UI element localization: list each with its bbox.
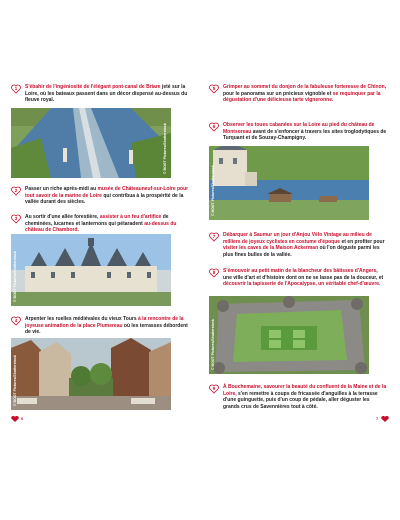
highlight-text: S'ébahir de l'ingéniosité de l'élégant pont-canal de Briare bbox=[25, 84, 161, 90]
guide-spread bbox=[11, 84, 389, 424]
body-text: Passer un riche après-midi au bbox=[25, 186, 98, 192]
highlight-text: S'émouvoir au petit matin de la blancheur des bâtisses d'Angers bbox=[223, 268, 377, 274]
body-text: , pour le panorama sur un précieux vignoble et bbox=[223, 84, 387, 97]
highlight-text: musée de Châteauneuf-sur-Loire pour tout savoir de la marine de Loire bbox=[25, 186, 189, 199]
item-text bbox=[25, 84, 189, 104]
body-text: , une ville d'art et d'histoire dont on ne se lasse pas de la douceur, et bbox=[223, 268, 384, 281]
item-text bbox=[223, 84, 387, 104]
item-number: 9 bbox=[212, 386, 216, 391]
body-text: et en profiter pour bbox=[340, 238, 385, 245]
item-number: 8 bbox=[212, 270, 216, 275]
right-page bbox=[209, 84, 389, 424]
left-page bbox=[11, 84, 191, 424]
item-number: 5 bbox=[212, 86, 216, 91]
body-text: qui contribua à la prospérité de la vallée durant des siècles. bbox=[25, 192, 184, 206]
page-footer-heart-icon-right bbox=[381, 416, 393, 422]
highlight-text: Observer les toues cabanées sur la Loire au pied du château de Montsoreau bbox=[223, 122, 375, 135]
body-text: Arpenter les ruelles médiévales du vieux Tours bbox=[25, 316, 139, 322]
highlight-text: découvrir la tapisserie de l'Apocalypse, un véritable chef-d'œuvre. bbox=[223, 281, 381, 288]
highlight-text: à la rencontre de la joyeuse animation de la place Plumereau bbox=[25, 316, 184, 329]
highlight-text: Débarquer à Saumur un jour d'Anjou Vélo Vintage au milieu de milliers de joyeux cyclistes en costume d'époque bbox=[223, 232, 372, 245]
heart-number-icon bbox=[209, 268, 219, 278]
heart-number-icon bbox=[209, 232, 219, 242]
heart-number-icon bbox=[11, 316, 21, 326]
photo-chateau-montsoreau bbox=[209, 146, 369, 220]
highlight-text: au-dessus du château de Chambord. bbox=[25, 220, 177, 234]
photo-place-plumereau-tours bbox=[11, 338, 171, 410]
heart-number-icon bbox=[209, 84, 219, 94]
heart-number-icon bbox=[209, 384, 219, 394]
highlight-text: se requinquer par la dégustation d'une délicieuse tarte vigneronne. bbox=[223, 90, 381, 104]
body-text: jeté sur la Loire, où les bateaux passent dans un décor dispensé au-dessus du fleuve royal. bbox=[25, 84, 188, 104]
item-text bbox=[223, 232, 387, 258]
heart-number-icon bbox=[11, 186, 21, 196]
page-number-right: 7 bbox=[376, 416, 379, 421]
page-number-left: 6 bbox=[21, 416, 24, 421]
highlight-text: Grimper au sommet du donjon de la fabuleuse forteresse de Chinon bbox=[223, 84, 385, 90]
heart-number-icon bbox=[209, 122, 219, 132]
item-number: 7 bbox=[212, 234, 216, 239]
photo-credit: © BOOT Pictures/Shutterstock bbox=[13, 251, 17, 302]
item-number: 2 bbox=[14, 188, 18, 193]
item-number: 6 bbox=[212, 124, 216, 129]
body-text: où l'on déguste parmi les plus fines bulles de la vallée. bbox=[223, 245, 380, 258]
highlight-text: visiter les caves de la Maison Ackerman bbox=[223, 245, 319, 252]
item-text bbox=[25, 316, 189, 336]
photo-chateau-angers bbox=[209, 296, 369, 374]
heart-number-icon bbox=[11, 214, 21, 224]
photo-credit: © BOOT Pictures/Shutterstock bbox=[211, 319, 215, 370]
photo-credit: © BOOT Pictures/Shutterstock bbox=[163, 123, 167, 174]
item-text bbox=[25, 186, 189, 206]
highlight-text: À Bouchemaine, savourer la beauté du confluent de la Maine et de la Loire, bbox=[223, 384, 387, 397]
body-text: Au sortir d'une allée forestière, bbox=[25, 214, 100, 220]
item-text bbox=[223, 268, 387, 288]
item-number: 3 bbox=[14, 216, 18, 221]
photo-credit: © BOOT Pictures/Shutterstock bbox=[211, 165, 215, 216]
body-text: avant de s'enfoncer à travers les sites troglodytiques de Turquant et de Souzay-Champigny. bbox=[223, 128, 387, 142]
heart-number-icon bbox=[11, 84, 21, 94]
photo-chateau-chambord bbox=[11, 234, 171, 306]
item-text bbox=[223, 384, 387, 410]
photo-credit: © BOOT Pictures/Shutterstock bbox=[13, 355, 17, 406]
item-number: 1 bbox=[14, 86, 18, 91]
item-text bbox=[223, 122, 387, 142]
item-number: 4 bbox=[14, 318, 18, 323]
body-text: s'en remettre à coups de fricassée d'anguilles à la terrasse d'une guinguette, puis d'un coup de pédale, aller déguster les grands crus de Savennières tout à côté. bbox=[223, 390, 378, 410]
highlight-text: assister à un feu d'artifice bbox=[99, 214, 162, 220]
photo-pont-canal-briare bbox=[11, 108, 171, 178]
item-text bbox=[25, 214, 189, 234]
body-text: de cheminées, lucarnes et lanternons qui pétaradent bbox=[25, 214, 169, 227]
body-text: où les terrasses débordent de vie. bbox=[25, 322, 188, 336]
